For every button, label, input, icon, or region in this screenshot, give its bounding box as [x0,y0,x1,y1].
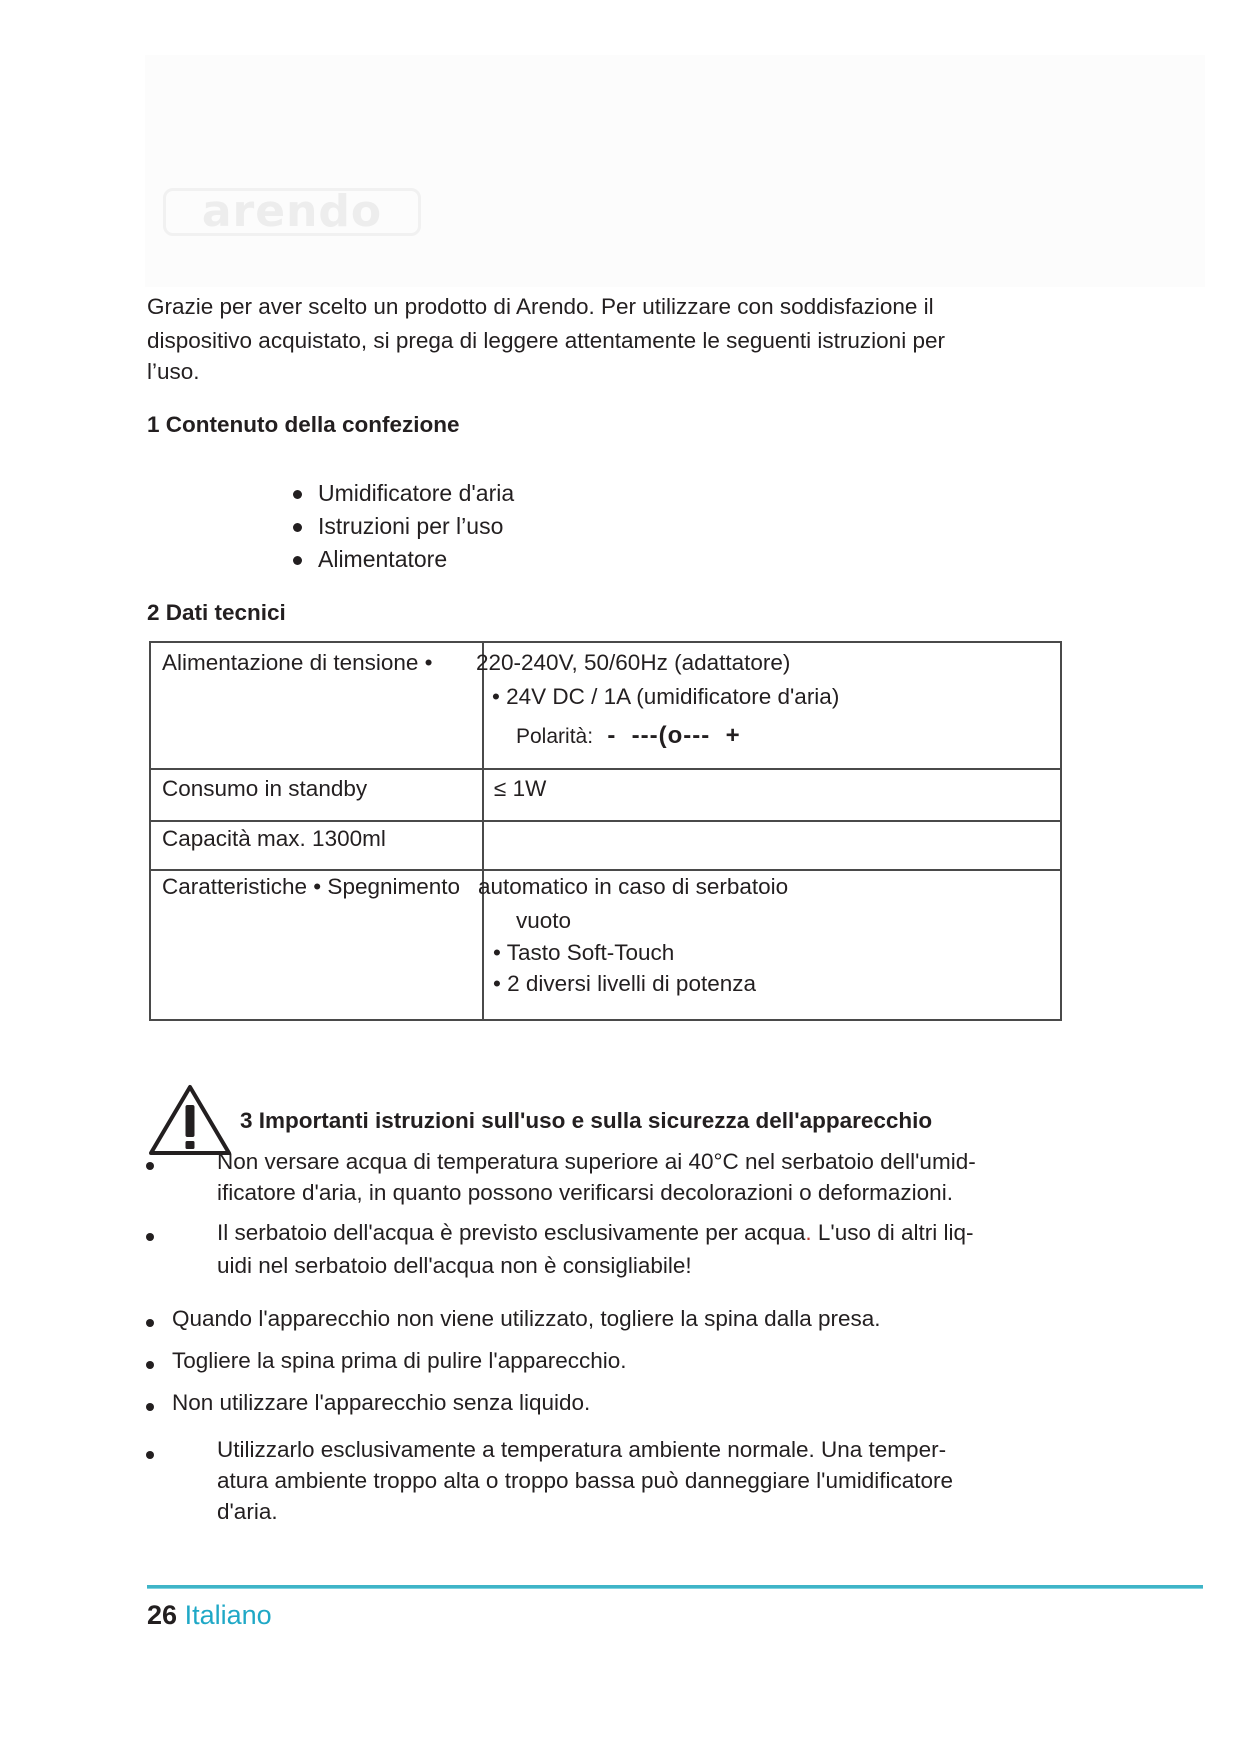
list-item: Alimentatore [290,544,514,577]
spec-value: • 2 diversi livelli di potenza [493,971,757,996]
language-label: Italiano [184,1600,272,1630]
polarity-symbol-icon: - ---(o--- + [607,722,741,749]
table-cell-value [483,821,1061,870]
bullet-icon [146,1162,154,1170]
intro-line: l’uso. [147,359,200,384]
list-item-text: Il serbatoio dell'acqua è previsto esclusivamente per acqua [217,1220,806,1245]
spec-label-standby: Consumo in standby [162,776,368,801]
list-item: ificatore d'aria, in quanto possono verificarsi decolorazioni o deformazioni. [217,1180,953,1205]
list-item: atura ambiente troppo alta o troppo bassa può danneggiare l'umidificatore [217,1468,954,1493]
intro-paragraph [147,290,1067,386]
arendo-logo: arendo [163,188,421,236]
section-heading-safety: 3 Importanti istruzioni sull'uso e sulla sicurezza dell'apparecchio [240,1108,933,1133]
footer-divider [147,1585,1203,1588]
spec-label-power-supply: Alimentazione di tensione • [162,650,433,675]
intro-line: dispositivo acquistato, si prega di leggere attentamente le seguenti istruzioni per [147,328,945,353]
spec-value: • Tasto Soft-Touch [493,940,675,965]
list-item: Istruzioni per l’uso [290,511,514,544]
page-number: 26 [147,1600,178,1630]
list-item [217,1217,974,1248]
list-item: Non utilizzare l'apparecchio senza liquido. [172,1390,591,1415]
intro-line: Grazie per aver scelto un prodotto di Arendo. Per utilizzare con soddisfazione il [147,294,934,319]
list-item: Non versare acqua di temperatura superiore ai 40°C nel serbatoio dell'umid- [217,1149,976,1174]
bullet-icon [146,1403,154,1411]
list-item: Quando l'apparecchio non viene utilizzato, togliere la spina dalla presa. [172,1306,881,1331]
bullet-icon [146,1451,154,1459]
list-item: Togliere la spina prima di pulire l'apparecchio. [172,1348,627,1373]
list-item: Umidificatore d'aria [290,478,514,511]
section-heading-technical-data: 2 Dati tecnici [147,600,286,625]
spec-value: ≤ 1W [494,776,547,801]
list-item-text: . [805,1220,812,1245]
bullet-icon [146,1319,154,1327]
package-contents-list [290,478,514,577]
polarity-row [516,722,741,750]
section-heading-package-contents: 1 Contenuto della confezione [147,412,460,437]
list-item: d'aria. [217,1499,278,1524]
bullet-icon [146,1233,154,1241]
bullet-icon [146,1361,154,1369]
spec-label-capacity: Capacità max. 1300ml [162,826,386,851]
polarity-label: Polarità: [516,725,594,748]
list-item: Utilizzarlo esclusivamente a temperatura ambiente normale. Una temper- [217,1437,947,1462]
spec-value: • 24V DC / 1A (umidificatore d'aria) [492,684,840,709]
table-cell-value [483,769,1061,821]
list-item: uidi nel serbatoio dell'acqua non è consigliabile! [217,1253,692,1278]
spec-value: automatico in caso di serbatoio [478,874,789,899]
spec-value: 220-240V, 50/60Hz (adattatore) [476,650,791,675]
page-footer [147,1598,272,1632]
spec-label-features: Caratteristiche • Spegnimento [162,874,461,899]
list-item-text: L'uso di altri liq- [811,1220,974,1245]
spec-value: vuoto [516,908,572,933]
header-band [145,55,1205,287]
